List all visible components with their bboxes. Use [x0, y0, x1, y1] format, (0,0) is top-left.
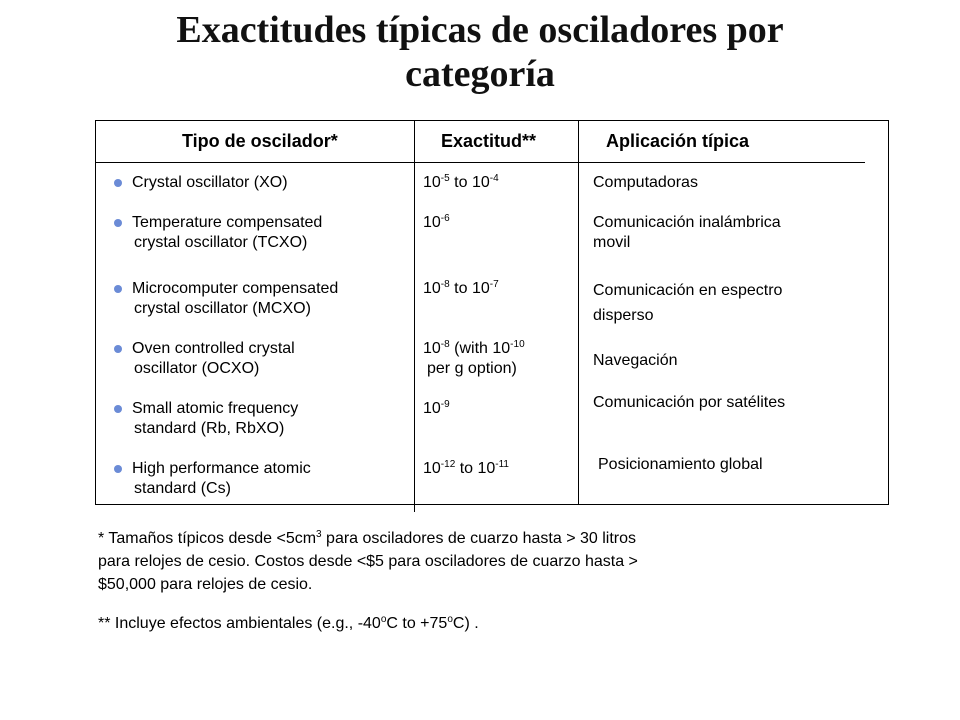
- header-separator: [95, 162, 865, 163]
- typical-application: Comunicación inalámbrica: [593, 214, 781, 231]
- typical-application: Comunicación por satélites: [593, 394, 786, 411]
- header-oscillator-type: Tipo de oscilador*: [182, 131, 338, 151]
- table-top-border: [95, 120, 889, 121]
- oscillator-type: Temperature compensated: [132, 214, 323, 231]
- typical-application-continued: movil: [593, 234, 631, 251]
- footnote-environmental: ** Incluye efectos ambientales (e.g., -40$^o$C to $+75^oC$) .: [98, 614, 479, 632]
- column-divider-2: [578, 120, 579, 505]
- oscillator-type: Microcomputer compensated: [132, 280, 339, 297]
- oscillator-type-continued: crystal oscillator (TCXO): [134, 234, 308, 251]
- table-right-border: [888, 120, 889, 505]
- typical-application: Posicionamiento global: [598, 456, 763, 473]
- bullet-icon: [114, 465, 122, 473]
- accuracy-value: $10^{-9}$: [423, 399, 450, 417]
- accuracy-value: $10^{-8}$ to $10^{-7}$: [423, 279, 499, 297]
- accuracy-value: $10^{-5}$ to $10^{-4}$: [423, 173, 499, 191]
- table-left-border: [95, 120, 96, 505]
- accuracy-value: $10^{-12}$ to $10^{-11}$: [423, 459, 509, 477]
- column-divider-1: [414, 120, 415, 512]
- footnote-sizes-costs: * Tamaños típicos desde $<5cm^3$ para osciladores de cuarzo hasta > 30 litros para relojes de cesio. Costos desde <$5 para osciladores de cuarzo hasta > $50,000 para relojes de cesio.: [98, 529, 638, 593]
- page-title: [0, 8, 960, 96]
- typical-application-continued: disperso: [593, 307, 654, 324]
- header-application: Aplicación típica: [606, 131, 750, 151]
- title-line-1: Exactitudes típicas de osciladores por: [176, 9, 784, 51]
- header-accuracy: Exactitud**: [441, 131, 537, 151]
- accuracy-value-continued: per g option): [427, 360, 517, 377]
- oscillator-type: Crystal oscillator (XO): [132, 174, 288, 191]
- bullet-icon: [114, 179, 122, 187]
- bullet-icon: [114, 219, 122, 227]
- bullet-icon: [114, 405, 122, 413]
- oscillator-type-continued: oscillator (OCXO): [134, 360, 260, 377]
- title-line-2: categoría: [405, 53, 555, 95]
- oscillator-type-continued: standard (Cs): [134, 480, 231, 497]
- oscillator-type-continued: standard (Rb, RbXO): [134, 420, 285, 437]
- typical-application: Comunicación en espectro: [593, 282, 783, 299]
- oscillator-type: Small atomic frequency: [132, 400, 299, 417]
- bullet-icon: [114, 285, 122, 293]
- oscillator-type: High performance atomic: [132, 460, 311, 477]
- accuracy-value: $10^{-6}$: [423, 213, 450, 231]
- typical-application: Navegación: [593, 352, 678, 369]
- bullet-icon: [114, 345, 122, 353]
- table-bottom-border: [95, 504, 889, 505]
- accuracy-value: $10^{-8}$ (with $10^{-10}$: [423, 339, 525, 357]
- typical-application: Computadoras: [593, 174, 698, 191]
- oscillator-type: Oven controlled crystal: [132, 340, 295, 357]
- oscillator-type-continued: crystal oscillator (MCXO): [134, 300, 311, 317]
